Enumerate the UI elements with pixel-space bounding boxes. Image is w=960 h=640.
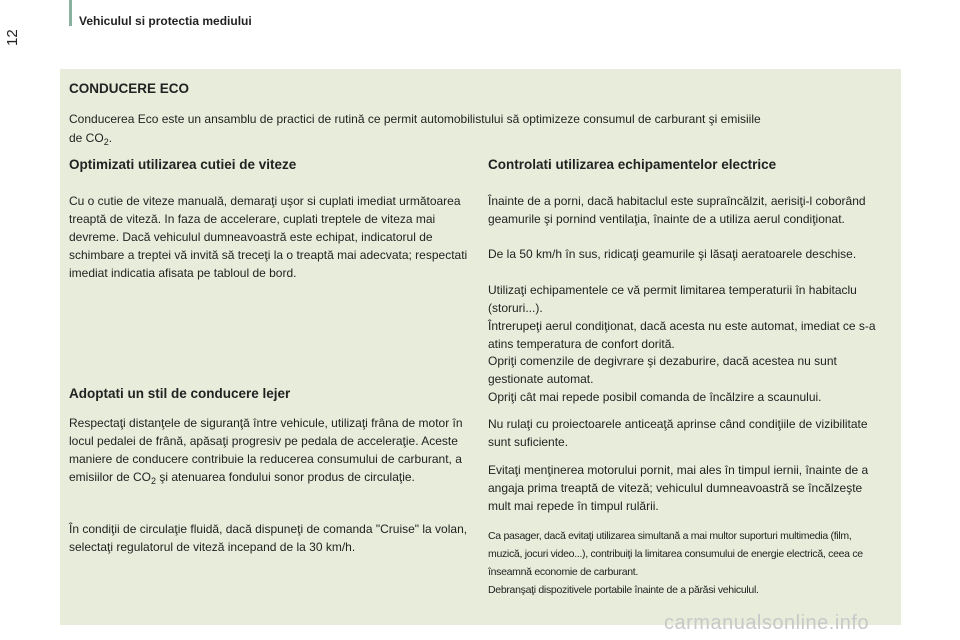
co2-subscript-2: 2: [151, 476, 157, 486]
intro-paragraph: [69, 110, 879, 152]
header-title: Vehiculul si protectia mediului: [79, 14, 252, 28]
electrical-paragraph-7: Nu rulaţi cu proiectoarele anticeaţă aprinse când condiţiile de vizibilitate sunt suficiente.: [488, 417, 868, 449]
page-number: 12: [4, 29, 21, 46]
electrical-paragraph-4: Întrerupeţi aerul condiţionat, dacă acesta nu este automat, imediat ce s-a atins temperatura de confort dorită.: [488, 319, 876, 351]
unplug-paragraph: Debranşaţi dispozitivele portabile înainte de a părăsi vehiculul.: [488, 584, 759, 596]
electrical-paragraph-1: Înainte de a porni, dacă habitaclul este supraîncălzit, aerisiţi-l coborând geamurile şi pornind ventilaţia, înainte de a utiliza aerul condiţionat.: [488, 194, 866, 226]
intro-line-2: de CO: [69, 131, 104, 145]
electrical-paragraph-2: De la 50 km/h în sus, ridicaţi geamurile şi lăsaţi aeratoarele deschise.: [488, 247, 857, 261]
electrical-paragraph-8: Evitaţi menţinerea motorului pornit, mai ales în timpul iernii, înainte de a angaja prima treaptă de viteză; vehiculul dumneavoastră se încălzeşte mult mai repede în timpul rulării.: [488, 463, 869, 513]
gearbox-paragraph: Cu o cutie de viteze manuală, demaraţi uşor si cuplati imediat următoarea treaptă de viteză. In faza de accelerare, cuplati treptele de viteza mai devreme. Dacă vehiculul dumneavoastră este echipat, indicatorul de schimbare a treptei vă invită să treceţi la o treaptă mai adecvata; respectati imediat indicatia afisata pe tabloul de bord.: [69, 194, 468, 280]
intro-line-1: Conducerea Eco este un ansamblu de practici de rutină ce permit automobilistului să optimizeze consumul de carburant şi emisiile: [69, 112, 761, 126]
co2-subscript: 2: [103, 137, 109, 147]
heading-electrical: Controlati utilizarea echipamentelor electrice: [488, 157, 777, 172]
electrical-paragraph-6: Opriţi cât mai repede posibil comanda de încălzire a scaunului.: [488, 390, 822, 404]
header-rule: [69, 0, 72, 26]
driving-style-paragraph: [69, 414, 469, 490]
section-title: CONDUCERE ECO: [69, 81, 190, 96]
passenger-paragraph: Ca pasager, dacă evitaţi utilizarea simultană a mai multor suporturi multimedia (film, muzică, jocuri video...), contribuiţi la limitarea consumului de energie electrică, ceea ce înseamnă economie de carburant.: [488, 530, 863, 578]
electrical-paragraph-3: Utilizaţi echipamentele ce vă permit limitarea temperaturii în habitaclu (storuri...).: [488, 283, 857, 315]
intro-line-2-end: .: [108, 131, 113, 145]
driving-style-text-end: şi atenuarea fondului sonor produs de circulaţie.: [156, 470, 415, 484]
electrical-paragraph-5: Opriţi comenzile de degivrare şi dezaburire, dacă acestea nu sunt gestionate automat.: [488, 354, 837, 386]
watermark: carmanualsonline.info: [664, 612, 870, 634]
cruise-paragraph: În condiţii de circulaţie fluidă, dacă dispuneţi de comanda "Cruise" la volan, selectaţi regulatorul de viteză incepand de la 30 km/h.: [69, 522, 468, 554]
heading-gearbox: Optimizati utilizarea cutiei de viteze: [69, 157, 297, 172]
driving-style-text: Respectaţi distanţele de siguranţă între vehicule, utilizaţi frâna de motor în locul pedalei de frână, apăsaţi progresiv pe pedala de acceleraţie. Aceste maniere de conducere contribuie la reducerea consumului de carburant, a emisiilor de CO: [69, 416, 463, 484]
heading-driving-style: Adoptati un stil de conducere lejer: [69, 386, 291, 401]
